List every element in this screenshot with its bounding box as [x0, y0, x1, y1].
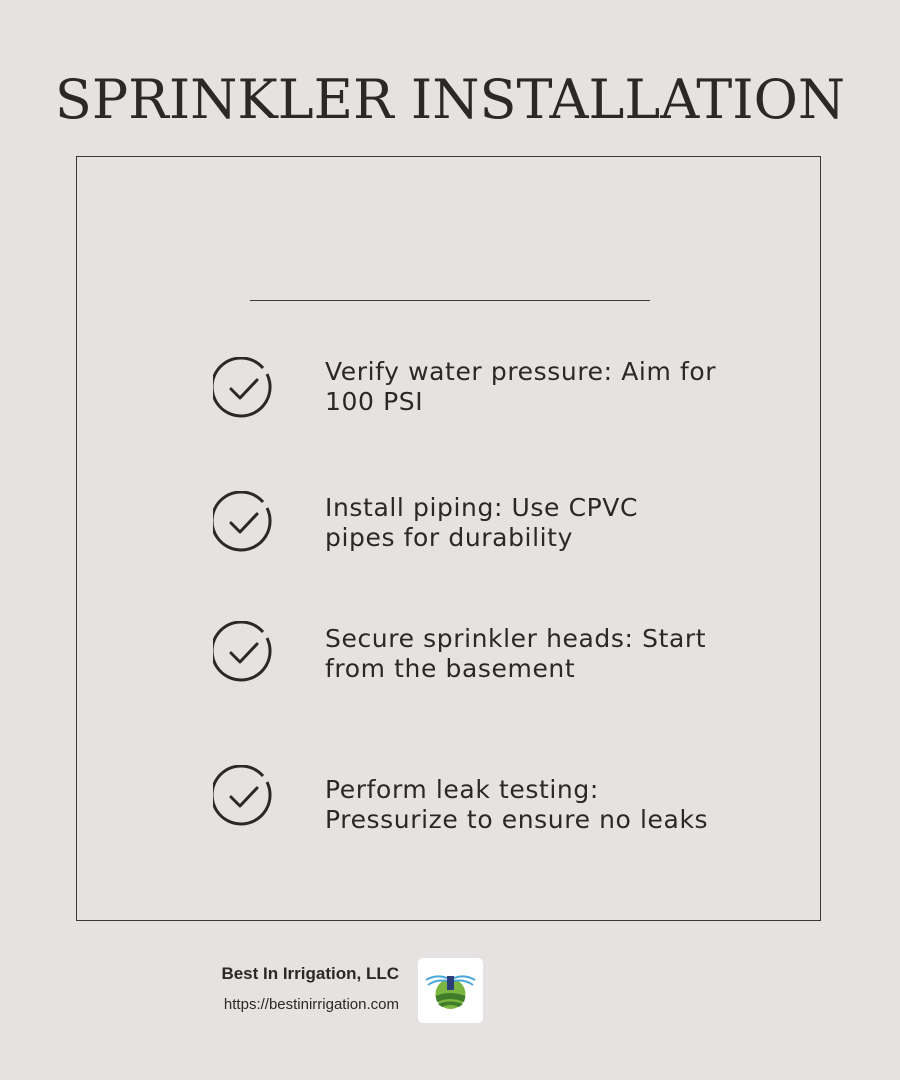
company-logo — [418, 958, 483, 1023]
check-circle-icon — [213, 765, 275, 827]
check-circle-icon — [213, 357, 275, 419]
item-text-line2: 100 PSI — [325, 387, 424, 416]
item-text-line1: Install piping: Use CPVC — [325, 493, 639, 522]
sprinkler-logo-icon — [418, 958, 483, 1023]
divider — [250, 300, 650, 301]
company-url[interactable]: https://bestinirrigation.com — [223, 996, 399, 1013]
check-circle-icon — [213, 621, 275, 683]
item-text-line2: pipes for durability — [325, 523, 573, 552]
page-title: SPRINKLER INSTALLATION — [54, 68, 846, 132]
company-name: Best In Irrigation, LLC — [221, 964, 399, 983]
item-text-line1: Secure sprinkler heads: Start — [325, 624, 707, 653]
item-text-line2: from the basement — [325, 654, 576, 683]
item-text-line1: Verify water pressure: Aim for — [325, 357, 717, 386]
check-circle-icon — [213, 491, 275, 553]
item-text-line1: Perform leak testing: — [325, 775, 599, 804]
item-text-line2: Pressurize to ensure no leaks — [325, 805, 709, 834]
